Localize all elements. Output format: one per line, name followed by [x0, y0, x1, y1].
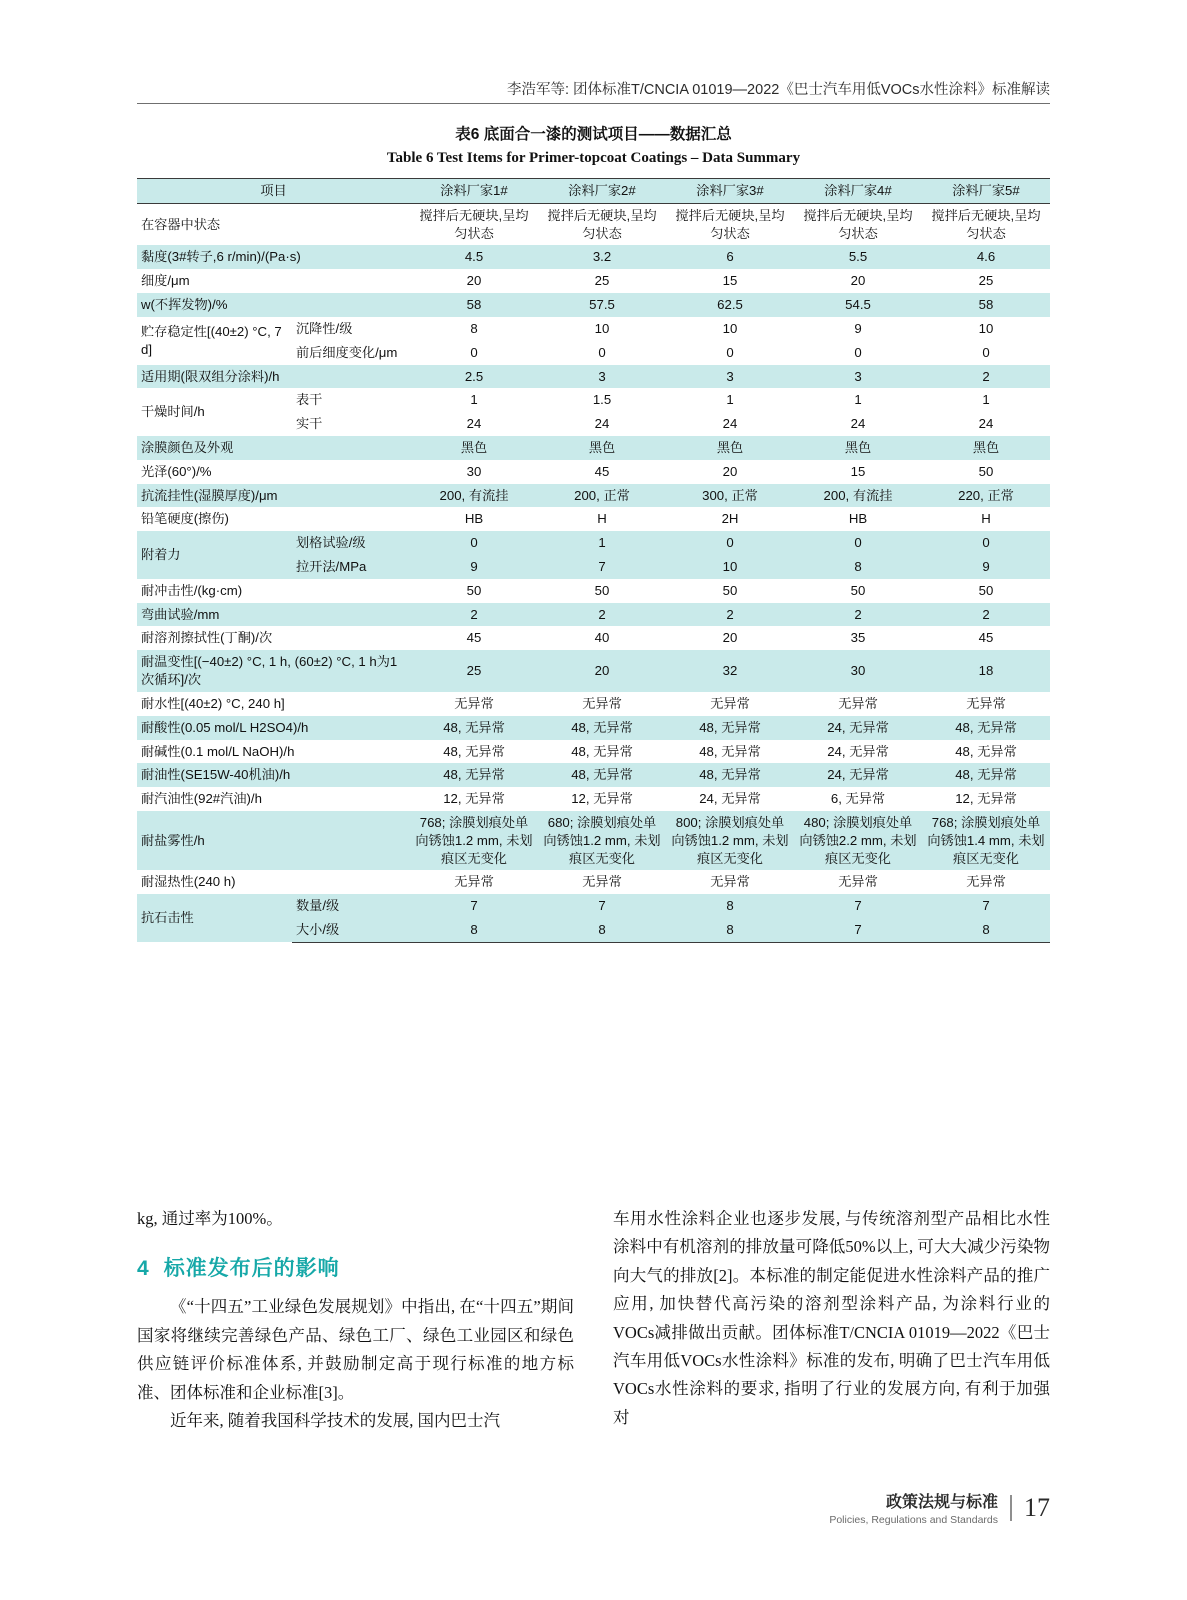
- cell-mfr5: 12, 无异常: [922, 787, 1050, 811]
- cell-mfr3: 48, 无异常: [666, 763, 794, 787]
- cell-mfr2: 40: [538, 626, 666, 650]
- section-title: 标准发布后的影响: [163, 1257, 340, 1281]
- row-label: 耐溶剂擦拭性(丁酮)/次: [137, 626, 410, 650]
- cell-mfr3: 20: [666, 460, 794, 484]
- row-label: 弯曲试验/mm: [137, 603, 410, 627]
- table-row: [137, 531, 1050, 555]
- cell-mfr5: 50: [922, 460, 1050, 484]
- table-row: [137, 365, 1050, 389]
- cell-mfr5: 45: [922, 626, 1050, 650]
- cell-mfr4: 30: [794, 650, 922, 692]
- cell-mfr2: 48, 无异常: [538, 763, 666, 787]
- row-sublabel: 大小/级: [292, 918, 410, 942]
- cell-mfr3: 20: [666, 626, 794, 650]
- cell-mfr1: 48, 无异常: [410, 716, 538, 740]
- cell-mfr5: 25: [922, 269, 1050, 293]
- row-label: 附着力: [137, 531, 292, 579]
- cell-mfr3: 62.5: [666, 293, 794, 317]
- cell-mfr1: 58: [410, 293, 538, 317]
- cell-mfr1: 0: [410, 531, 538, 555]
- footer-label-cn: 政策法规与标准: [885, 1494, 998, 1511]
- cell-mfr4: HB: [794, 507, 922, 531]
- cell-mfr4: 9: [794, 317, 922, 341]
- cell-mfr2: 黑色: [538, 436, 666, 460]
- cell-mfr2: 3: [538, 365, 666, 389]
- table-header-row: [137, 179, 1050, 204]
- cell-mfr5: 18: [922, 650, 1050, 692]
- cell-mfr5: 1: [922, 388, 1050, 412]
- row-label: 黏度(3#转子,6 r/min)/(Pa·s): [137, 245, 410, 269]
- cell-mfr3: 50: [666, 579, 794, 603]
- cell-mfr4: 搅拌后无硬块,呈均匀状态: [794, 203, 922, 245]
- cell-mfr3: 1: [666, 388, 794, 412]
- cell-mfr1: 7: [410, 894, 538, 918]
- cell-mfr1: 48, 无异常: [410, 763, 538, 787]
- cell-mfr3: 6: [666, 245, 794, 269]
- cell-mfr4: 1: [794, 388, 922, 412]
- cell-mfr5: 50: [922, 579, 1050, 603]
- cell-mfr3: 8: [666, 894, 794, 918]
- row-label: 耐碱性(0.1 mol/L NaOH)/h: [137, 740, 410, 764]
- col-header-mfr1: 涂料厂家1#: [410, 179, 538, 204]
- cell-mfr5: 10: [922, 317, 1050, 341]
- cell-mfr5: 8: [922, 918, 1050, 942]
- cell-mfr5: 黑色: [922, 436, 1050, 460]
- row-label: 抗石击性: [137, 894, 292, 942]
- row-sublabel: 前后细度变化/μm: [292, 341, 410, 365]
- cell-mfr3: 15: [666, 269, 794, 293]
- cell-mfr1: 8: [410, 317, 538, 341]
- cell-mfr2: 24: [538, 412, 666, 436]
- table-row: [137, 716, 1050, 740]
- section-number: 4: [137, 1257, 150, 1281]
- cell-mfr5: H: [922, 507, 1050, 531]
- cell-mfr2: 1: [538, 531, 666, 555]
- cell-mfr3: 10: [666, 317, 794, 341]
- row-label: 抗流挂性(湿膜厚度)/μm: [137, 484, 410, 508]
- cell-mfr5: 0: [922, 531, 1050, 555]
- row-label: 适用期(限双组分涂料)/h: [137, 365, 410, 389]
- cell-mfr3: 0: [666, 341, 794, 365]
- cell-mfr4: 7: [794, 918, 922, 942]
- cell-mfr2: 680; 涂膜划痕处单向锈蚀1.2 mm, 未划痕区无变化: [538, 811, 666, 870]
- cell-mfr5: 无异常: [922, 692, 1050, 716]
- cell-mfr2: 7: [538, 555, 666, 579]
- cell-mfr5: 48, 无异常: [922, 740, 1050, 764]
- row-label: 耐水性[(40±2) °C, 240 h]: [137, 692, 410, 716]
- row-sublabel: 数量/级: [292, 894, 410, 918]
- cell-mfr1: 1: [410, 388, 538, 412]
- cell-mfr2: 3.2: [538, 245, 666, 269]
- cell-mfr2: 2: [538, 603, 666, 627]
- cell-mfr1: 200, 有流挂: [410, 484, 538, 508]
- cell-mfr1: 4.5: [410, 245, 538, 269]
- cell-mfr1: 45: [410, 626, 538, 650]
- table-row: [137, 692, 1050, 716]
- cell-mfr2: 12, 无异常: [538, 787, 666, 811]
- cell-mfr4: 15: [794, 460, 922, 484]
- cell-mfr2: 48, 无异常: [538, 716, 666, 740]
- cell-mfr5: 搅拌后无硬块,呈均匀状态: [922, 203, 1050, 245]
- row-label: w(不挥发物)/%: [137, 293, 410, 317]
- cell-mfr5: 2: [922, 365, 1050, 389]
- row-label: 干燥时间/h: [137, 388, 292, 436]
- cell-mfr2: 200, 正常: [538, 484, 666, 508]
- cell-mfr4: 5.5: [794, 245, 922, 269]
- cell-mfr5: 220, 正常: [922, 484, 1050, 508]
- cell-mfr4: 54.5: [794, 293, 922, 317]
- row-label: 细度/μm: [137, 269, 410, 293]
- cell-mfr4: 无异常: [794, 692, 922, 716]
- row-label: 涂膜颜色及外观: [137, 436, 410, 460]
- cell-mfr4: 3: [794, 365, 922, 389]
- cell-mfr3: 2H: [666, 507, 794, 531]
- cell-mfr3: 10: [666, 555, 794, 579]
- cell-mfr5: 58: [922, 293, 1050, 317]
- row-label: 耐汽油性(92#汽油)/h: [137, 787, 410, 811]
- cell-mfr2: 0: [538, 341, 666, 365]
- cell-mfr4: 35: [794, 626, 922, 650]
- col-header-mfr5: 涂料厂家5#: [922, 179, 1050, 204]
- row-label: 耐盐雾性/h: [137, 811, 410, 870]
- cell-mfr2: H: [538, 507, 666, 531]
- cell-mfr1: 无异常: [410, 870, 538, 894]
- cell-mfr4: 2: [794, 603, 922, 627]
- cell-mfr3: 3: [666, 365, 794, 389]
- cell-mfr4: 24, 无异常: [794, 763, 922, 787]
- table-row: [137, 787, 1050, 811]
- row-sublabel: 实干: [292, 412, 410, 436]
- cell-mfr4: 8: [794, 555, 922, 579]
- table-row: [137, 460, 1050, 484]
- cell-mfr1: 30: [410, 460, 538, 484]
- cell-mfr5: 4.6: [922, 245, 1050, 269]
- cell-mfr1: 50: [410, 579, 538, 603]
- cell-mfr3: 2: [666, 603, 794, 627]
- cell-mfr5: 9: [922, 555, 1050, 579]
- cell-mfr3: 300, 正常: [666, 484, 794, 508]
- cell-mfr4: 黑色: [794, 436, 922, 460]
- cell-mfr4: 24, 无异常: [794, 716, 922, 740]
- table-row: [137, 245, 1050, 269]
- cell-mfr2: 无异常: [538, 870, 666, 894]
- left-paragraph-2: 近年来, 随着我国科学技术的发展, 国内巴士汽: [170, 1410, 500, 1430]
- footer-label-en: Policies, Regulations and Standards: [829, 1514, 998, 1526]
- table-row: [137, 388, 1050, 412]
- cell-mfr4: 无异常: [794, 870, 922, 894]
- section-heading: [137, 1251, 574, 1287]
- cell-mfr2: 57.5: [538, 293, 666, 317]
- col-header-mfr3: 涂料厂家3#: [666, 179, 794, 204]
- table-row: [137, 293, 1050, 317]
- cell-mfr2: 20: [538, 650, 666, 692]
- table-row: [137, 763, 1050, 787]
- cell-mfr5: 48, 无异常: [922, 716, 1050, 740]
- col-header-mfr4: 涂料厂家4#: [794, 179, 922, 204]
- cell-mfr1: 8: [410, 918, 538, 942]
- row-sublabel: 沉降性/级: [292, 317, 410, 341]
- header-rule: [137, 103, 1050, 104]
- table-row: [137, 507, 1050, 531]
- cell-mfr4: 0: [794, 341, 922, 365]
- right-paragraph-1: 车用水性涂料企业也逐步发展, 与传统溶剂型产品相比水性涂料中有机溶剂的排放量可降低50%以上, 可大大减少污染物向大气的排放[2]。本标准的制定能促进水性涂料产品的推广应用, 加快替代高污染的溶剂型涂料产品, 为涂料行业的VOCs减排做出贡献。团体标准T/CNCIA 01019—2022《巴士汽车用低VOCs水性涂料》标准的发布, 明确了巴士汽车用低VOCs水性涂料的要求, 指明了行业的发展方向, 有利于加强对: [613, 1209, 1050, 1427]
- cell-mfr2: 7: [538, 894, 666, 918]
- body-columns: [137, 1205, 1050, 1505]
- cell-mfr3: 24, 无异常: [666, 787, 794, 811]
- table-caption-en: Table 6 Test Items for Primer-topcoat Coatings – Data Summary: [386, 150, 801, 166]
- cell-mfr5: 0: [922, 341, 1050, 365]
- column-right: [613, 1205, 1050, 1432]
- row-label: 在容器中状态: [137, 203, 410, 245]
- cell-mfr3: 黑色: [666, 436, 794, 460]
- column-left: [137, 1205, 574, 1435]
- cell-mfr4: 20: [794, 269, 922, 293]
- row-sublabel: 划格试验/级: [292, 531, 410, 555]
- table-caption-cn: 表6 底面合一漆的测试项目——数据汇总: [455, 126, 732, 143]
- cell-mfr4: 6, 无异常: [794, 787, 922, 811]
- cell-mfr4: 24, 无异常: [794, 740, 922, 764]
- table-row: [137, 894, 1050, 918]
- cell-mfr3: 8: [666, 918, 794, 942]
- cell-mfr5: 48, 无异常: [922, 763, 1050, 787]
- cell-mfr1: HB: [410, 507, 538, 531]
- table-row: [137, 603, 1050, 627]
- cell-mfr4: 0: [794, 531, 922, 555]
- cell-mfr3: 48, 无异常: [666, 716, 794, 740]
- table-row: [137, 740, 1050, 764]
- table-row: [137, 484, 1050, 508]
- cell-mfr3: 32: [666, 650, 794, 692]
- col-header-item: 项目: [137, 179, 410, 204]
- left-lead-text: kg, 通过率为100%。: [137, 1209, 283, 1228]
- cell-mfr2: 搅拌后无硬块,呈均匀状态: [538, 203, 666, 245]
- cell-mfr3: 无异常: [666, 692, 794, 716]
- row-label: 铅笔硬度(擦伤): [137, 507, 410, 531]
- cell-mfr1: 48, 无异常: [410, 740, 538, 764]
- cell-mfr1: 0: [410, 341, 538, 365]
- table-row: [137, 870, 1050, 894]
- cell-mfr4: 7: [794, 894, 922, 918]
- cell-mfr3: 24: [666, 412, 794, 436]
- cell-mfr4: 24: [794, 412, 922, 436]
- cell-mfr5: 768; 涂膜划痕处单向锈蚀1.4 mm, 未划痕区无变化: [922, 811, 1050, 870]
- cell-mfr2: 无异常: [538, 692, 666, 716]
- row-sublabel: 表干: [292, 388, 410, 412]
- row-sublabel: 拉开法/MPa: [292, 555, 410, 579]
- cell-mfr5: 7: [922, 894, 1050, 918]
- cell-mfr3: 800; 涂膜划痕处单向锈蚀1.2 mm, 未划痕区无变化: [666, 811, 794, 870]
- table-row: [137, 579, 1050, 603]
- cell-mfr1: 25: [410, 650, 538, 692]
- row-label: 光泽(60°)/%: [137, 460, 410, 484]
- row-label: 贮存稳定性[(40±2) °C, 7 d]: [137, 317, 292, 365]
- table-row: [137, 317, 1050, 341]
- cell-mfr1: 24: [410, 412, 538, 436]
- cell-mfr2: 48, 无异常: [538, 740, 666, 764]
- cell-mfr1: 20: [410, 269, 538, 293]
- cell-mfr3: 48, 无异常: [666, 740, 794, 764]
- cell-mfr1: 2.5: [410, 365, 538, 389]
- row-label: 耐酸性(0.05 mol/L H2SO4)/h: [137, 716, 410, 740]
- col-header-mfr2: 涂料厂家2#: [538, 179, 666, 204]
- running-head: 李浩军等: 团体标准T/CNCIA 01019—2022《巴士汽车用低VOCs水性涂料》标准解读: [506, 82, 1050, 98]
- cell-mfr2: 8: [538, 918, 666, 942]
- table-row: [137, 626, 1050, 650]
- page-footer: [829, 1489, 1050, 1526]
- cell-mfr5: 无异常: [922, 870, 1050, 894]
- cell-mfr1: 9: [410, 555, 538, 579]
- cell-mfr2: 25: [538, 269, 666, 293]
- table-row: [137, 203, 1050, 245]
- cell-mfr5: 2: [922, 603, 1050, 627]
- cell-mfr3: 0: [666, 531, 794, 555]
- table-container: [137, 178, 1050, 943]
- row-label: 耐湿热性(240 h): [137, 870, 410, 894]
- page-number: 17: [1010, 1495, 1050, 1521]
- table-head: [137, 179, 1050, 204]
- cell-mfr5: 24: [922, 412, 1050, 436]
- cell-mfr2: 10: [538, 317, 666, 341]
- cell-mfr1: 768; 涂膜划痕处单向锈蚀1.2 mm, 未划痕区无变化: [410, 811, 538, 870]
- cell-mfr1: 12, 无异常: [410, 787, 538, 811]
- table-body: [137, 203, 1050, 942]
- cell-mfr3: 搅拌后无硬块,呈均匀状态: [666, 203, 794, 245]
- data-table: [137, 178, 1050, 943]
- cell-mfr2: 50: [538, 579, 666, 603]
- row-label: 耐冲击性/(kg·cm): [137, 579, 410, 603]
- table-row: [137, 269, 1050, 293]
- cell-mfr3: 无异常: [666, 870, 794, 894]
- cell-mfr2: 1.5: [538, 388, 666, 412]
- cell-mfr1: 搅拌后无硬块,呈均匀状态: [410, 203, 538, 245]
- cell-mfr4: 50: [794, 579, 922, 603]
- cell-mfr1: 黑色: [410, 436, 538, 460]
- cell-mfr4: 200, 有流挂: [794, 484, 922, 508]
- left-paragraph-1: 《“十四五”工业绿色发展规划》中指出, 在“十四五”期间国家将继续完善绿色产品、绿色工厂、绿色工业园区和绿色供应链评价标准体系, 并鼓励制定高于现行标准的地方标准、团体标准和企业标准[3]。: [137, 1297, 574, 1402]
- row-label: 耐温变性[(−40±2) °C, 1 h, (60±2) °C, 1 h为1次循环]/次: [137, 650, 410, 692]
- cell-mfr2: 45: [538, 460, 666, 484]
- cell-mfr4: 480; 涂膜划痕处单向锈蚀2.2 mm, 未划痕区无变化: [794, 811, 922, 870]
- table-row: [137, 650, 1050, 692]
- cell-mfr1: 2: [410, 603, 538, 627]
- table-row: [137, 436, 1050, 460]
- cell-mfr1: 无异常: [410, 692, 538, 716]
- row-label: 耐油性(SE15W-40机油)/h: [137, 763, 410, 787]
- table-row: [137, 811, 1050, 870]
